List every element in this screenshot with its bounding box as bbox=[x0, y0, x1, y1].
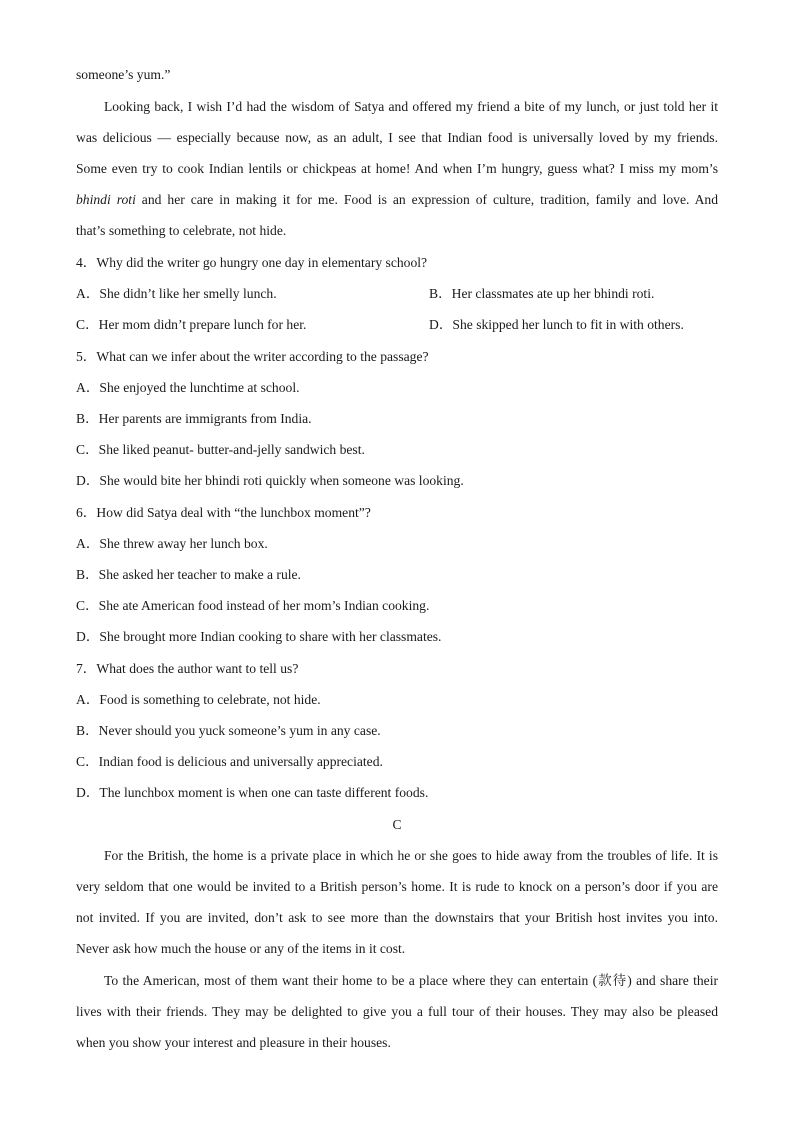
section-heading: C bbox=[392, 817, 402, 832]
option-b[interactable]: B．Never should you yuck someone’s yum in any case. bbox=[76, 723, 381, 738]
question-stem: 6．How did Satya deal with “the lunchbox moment”? bbox=[76, 505, 371, 520]
passage-c-line: Never ask how much the house or any of the items in it cost. bbox=[76, 941, 406, 956]
passage-b-line: someone’s yum.” bbox=[76, 67, 171, 82]
option-b[interactable]: B．She asked her teacher to make a rule. bbox=[76, 567, 301, 582]
passage-c-line: when you show your interest and pleasure in their houses. bbox=[76, 1035, 391, 1050]
passage-b-line bbox=[76, 191, 718, 209]
option-c[interactable]: C．She ate American food instead of her mom’s Indian cooking. bbox=[76, 598, 430, 613]
option-d[interactable]: D．She skipped her lunch to fit in with others. bbox=[429, 317, 684, 332]
option-row bbox=[76, 285, 718, 303]
option-b[interactable]: B．Her parents are immigrants from India. bbox=[76, 411, 312, 426]
option-a[interactable]: A．Food is something to celebrate, not hide. bbox=[76, 692, 321, 707]
option-b[interactable]: B．Her classmates ate up her bhindi roti. bbox=[429, 286, 655, 301]
option-c[interactable]: C．Her mom didn’t prepare lunch for her. bbox=[76, 317, 307, 332]
option-a[interactable]: A．She threw away her lunch box. bbox=[76, 536, 268, 551]
passage-b-line: Looking back, I wish I’d had the wisdom of Satya and offered my friend a bite of my lunch, or just told her it bbox=[104, 99, 718, 114]
option-row bbox=[76, 316, 718, 334]
option-d[interactable]: D．She would bite her bhindi roti quickly when someone was looking. bbox=[76, 473, 464, 488]
passage-c-line: not invited. If you are invited, don’t ask to see more than the downstairs that your British host invites you into. bbox=[76, 910, 718, 925]
passage-c-line: For the British, the home is a private place in which he or she goes to hide away from the troubles of life. It is bbox=[104, 848, 718, 863]
question-stem: 7．What does the author want to tell us? bbox=[76, 661, 299, 676]
passage-b-line: Some even try to cook Indian lentils or chickpeas at home! And when I’m hungry, guess what? I miss my mom’s bbox=[76, 161, 718, 176]
passage-b-text: and her care in making it for me. Food is an expression of culture, tradition, family and love. And bbox=[135, 192, 718, 207]
option-a[interactable]: A．She enjoyed the lunchtime at school. bbox=[76, 380, 300, 395]
passage-c-line: lives with their friends. They may be delighted to give you a full tour of their houses. They may also be pleased bbox=[76, 1004, 718, 1019]
italic-phrase: bhindi roti bbox=[76, 192, 136, 207]
passage-c-line: very seldom that one would be invited to a British person’s home. It is rude to knock on a person’s door if you are bbox=[76, 879, 718, 894]
option-d[interactable]: D．She brought more Indian cooking to share with her classmates. bbox=[76, 629, 442, 644]
passage-c-line: To the American, most of them want their home to be a place where they can entertain (款待) and share their bbox=[104, 973, 718, 988]
option-a[interactable]: A．She didn’t like her smelly lunch. bbox=[76, 286, 277, 301]
option-c[interactable]: C．Indian food is delicious and universally appreciated. bbox=[76, 754, 383, 769]
option-d[interactable]: D．The lunchbox moment is when one can taste different foods. bbox=[76, 785, 429, 800]
question-stem: 4．Why did the writer go hungry one day in elementary school? bbox=[76, 255, 428, 270]
question-stem: 5．What can we infer about the writer according to the passage? bbox=[76, 349, 429, 364]
passage-b-line: that’s something to celebrate, not hide. bbox=[76, 223, 287, 238]
passage-b-line: was delicious — especially because now, as an adult, I see that Indian food is universally loved by my friends. bbox=[76, 130, 718, 145]
option-c[interactable]: C．She liked peanut- butter-and-jelly sandwich best. bbox=[76, 442, 365, 457]
